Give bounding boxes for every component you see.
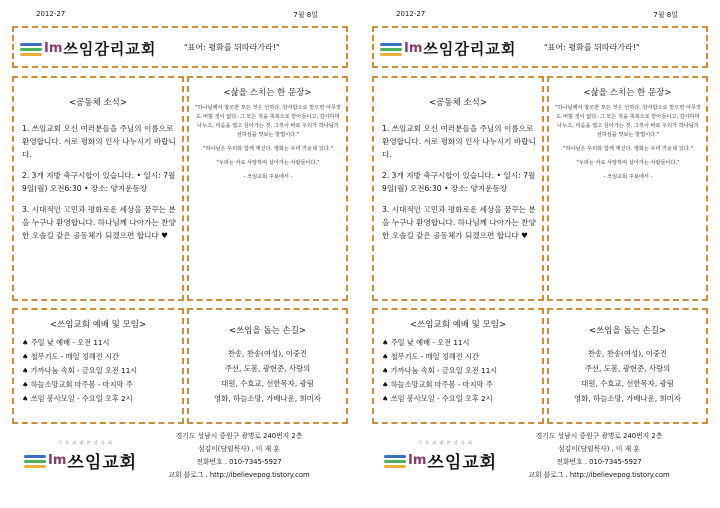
bulletin-date: 7월 8일 <box>293 11 318 19</box>
worship-list <box>382 336 542 406</box>
worship-item: ♠ 주일 낮 예배 - 오전 11시 <box>22 338 110 347</box>
logo-im: Im <box>48 453 67 468</box>
quote-paragraph-2: "하나님은 우리와 함께 계신다. 평화는 우리 가운데 있다." <box>203 146 333 152</box>
community-item-2: 2. 3개 지방 축구시합이 있습니다. • 일시: 7월9일(월) 오전6:30 • 장소: 양지운동장 <box>22 171 176 193</box>
community-item-3: 3. 시대적인 고민과 평화로운 세상을 꿈꾸는 분을 누구나 환영합니다. 하나님께 나아가는 찬양한 오솔길 같은 공동체가 되겠으면 합니다 ♥ <box>22 205 176 240</box>
logo-wave-icon <box>20 41 42 57</box>
quote-title: <삶을 스치는 한 문장> <box>583 88 672 98</box>
footer-pastor: 섬김이(담임목사) . 이 재 훈 <box>198 445 280 453</box>
logo-wave-icon <box>384 453 406 469</box>
helpers-title: <쓰임을 돕는 손길> <box>228 326 307 336</box>
helpers-line: 찬송, 찬송(여성), 이중진 <box>587 349 668 358</box>
footer-info <box>124 430 354 482</box>
church-name: 쓰임감리교회 <box>63 40 157 58</box>
worship-title: <쓰임교회 예배 및 모임> <box>409 320 507 330</box>
footer-logo-kicker: 기 독 교 대 한 감 리 회 <box>418 440 473 445</box>
bulletin-number: 2012-27 <box>396 10 426 18</box>
helpers-line: 찬송, 찬송(여성), 이중진 <box>227 349 308 358</box>
church-name: 쓰임감리교회 <box>423 40 517 58</box>
quote-paragraph-3: "우리는 서로 사랑하며 살아가는 사람들이다." <box>216 160 320 166</box>
quote-paragraph-2: "하나님은 우리와 함께 계신다. 평화는 우리 가운데 있다." <box>563 146 693 152</box>
top-meta <box>6 10 354 22</box>
quote-body <box>554 104 702 187</box>
worship-item: ♠ 하늘소망교회 마주봄 - 마지막 주 <box>22 380 133 389</box>
footer-blog-link[interactable]: 교회 블로그 . http://ibelievepog.tistory.com <box>528 471 670 479</box>
quote-source: - 쓰임교회 주보에서 - <box>603 174 653 180</box>
community-item-1: 1. 쓰임교회 오신 여러분들을 주님의 이름으로 환영합니다. 서로 평화의 인사 나누시기 바랍니다. <box>22 124 176 159</box>
bulletin-page-2 <box>366 0 714 508</box>
worship-item: ♠ 주일 낮 예배 - 오전 11시 <box>382 338 470 347</box>
community-item-3: 3. 시대적인 고민과 평화로운 세상을 꿈꾸는 분을 누구나 환영합니다. 하나님께 나아가는 찬양한 오솔길 같은 공동체가 되겠으면 합니다 ♥ <box>382 205 536 240</box>
logo-wave-icon <box>24 453 46 469</box>
logo-wave-icon <box>380 41 402 57</box>
logo-im: Im <box>408 453 427 468</box>
motto: "표어: 평화를 뒤따라가라!" <box>544 43 640 52</box>
helpers-title: <쓰임을 돕는 손길> <box>588 326 667 336</box>
quote-source: - 쓰임교회 주보에서 - <box>243 174 293 180</box>
quote-paragraph-1: "하나님께서 창조한 모든 것은 선하다. 감사함으로 받으면 아무것도 버릴 것이 없다. 그 모든 것을 축복으로 받아들이고, 감사하며 나누고, 마음을 열고 살아가는 것, 그것이 바로 우리가 하나님의 선하심을 맛보는 방법이다." <box>555 105 701 138</box>
helpers-line: 주선, 도봄, 광현준, 사랑의 <box>224 364 311 373</box>
community-item-2: 2. 3개 지방 축구시합이 있습니다. • 일시: 7월9일(월) 오전6:30 • 장소: 양지운동장 <box>382 171 536 193</box>
worship-item: ♠ 가까나눔 속회 - 금요일 오전 11시 <box>22 366 138 375</box>
worship-title: <쓰임교회 예배 및 모임> <box>49 320 147 330</box>
community-news <box>22 122 178 250</box>
logo-im: Im <box>404 41 423 56</box>
quote-title: <삶을 스치는 한 문장> <box>223 88 312 98</box>
logo-im: Im <box>44 41 63 56</box>
footer-address: 경기도 성남시 중원구 광명로 240번지 2층 <box>175 432 303 440</box>
motto: "표어: 평화를 뒤따라가라!" <box>184 43 280 52</box>
worship-item: ♠ 가까나눔 속회 - 금요일 오전 11시 <box>382 366 498 375</box>
church-logo <box>380 38 516 59</box>
helpers-line: 영화, 하늘소망, 가배나운, 희미자 <box>574 394 681 403</box>
footer-info <box>484 430 714 482</box>
community-news <box>382 122 538 250</box>
helpers-line: 대원, 수효교, 선한목자, 광림 <box>221 379 314 388</box>
footer-logo-kicker: 기 독 교 대 한 감 리 회 <box>58 440 113 445</box>
footer-church-name: 쓰임교회 <box>427 453 498 473</box>
bulletin-date: 7월 8일 <box>653 11 678 19</box>
community-item-1: 1. 쓰임교회 오신 여러분들을 주님의 이름으로 환영합니다. 서로 평화의 인사 나누시기 바랍니다. <box>382 124 536 159</box>
footer-pastor: 섬김이(담임목사) . 이 재 훈 <box>558 445 640 453</box>
worship-item: ♠ 하늘소망교회 마주봄 - 마지막 주 <box>382 380 493 389</box>
helpers-line: 영화, 하늘소망, 가배나운, 희미자 <box>214 394 321 403</box>
footer-church-name: 쓰임교회 <box>67 453 138 473</box>
helpers-line: 대원, 수효교, 선한목자, 광림 <box>581 379 674 388</box>
worship-item: ♠ 쓰임 봉사모임 - 수요일 오후 2시 <box>22 394 133 403</box>
quote-body <box>194 104 342 187</box>
footer-logo <box>24 440 138 473</box>
bulletin-page-1 <box>6 0 354 508</box>
worship-item: ♠ 철무기도 - 매일 정해진 시간 <box>22 352 119 361</box>
helpers-list <box>547 346 708 406</box>
footer-logo <box>384 440 498 473</box>
worship-list <box>22 336 182 406</box>
worship-item: ♠ 철무기도 - 매일 정해진 시간 <box>382 352 479 361</box>
footer-blog-link[interactable]: 교회 블로그 . http://ibelievepog.tistory.com <box>168 471 310 479</box>
footer-address: 경기도 성남시 중원구 광명로 240번지 2층 <box>535 432 663 440</box>
quote-paragraph-3: "우리는 서로 사랑하며 살아가는 사람들이다." <box>576 160 680 166</box>
quote-paragraph-1: "하나님께서 창조한 모든 것은 선하다. 감사함으로 받으면 아무것도 버릴 것이 없다. 그 모든 것을 축복으로 받아들이고, 감사하며 나누고, 마음을 열고 살아가는 것, 그것이 바로 우리가 하나님의 선하심을 맛보는 방법이다." <box>195 105 341 138</box>
footer-phone: 전화번호 . 010-7345-5927 <box>196 458 282 466</box>
bulletin-number: 2012-27 <box>36 10 66 18</box>
helpers-list <box>187 346 348 406</box>
helpers-line: 주선, 도봄, 광현준, 사랑의 <box>584 364 671 373</box>
worship-item: ♠ 쓰임 봉사모임 - 수요일 오후 2시 <box>382 394 493 403</box>
community-title: <공동체 소식> <box>68 98 127 108</box>
community-title: <공동체 소식> <box>428 98 487 108</box>
church-logo <box>20 38 156 59</box>
top-meta <box>366 10 714 22</box>
footer-phone: 전화번호 . 010-7345-5927 <box>556 458 642 466</box>
